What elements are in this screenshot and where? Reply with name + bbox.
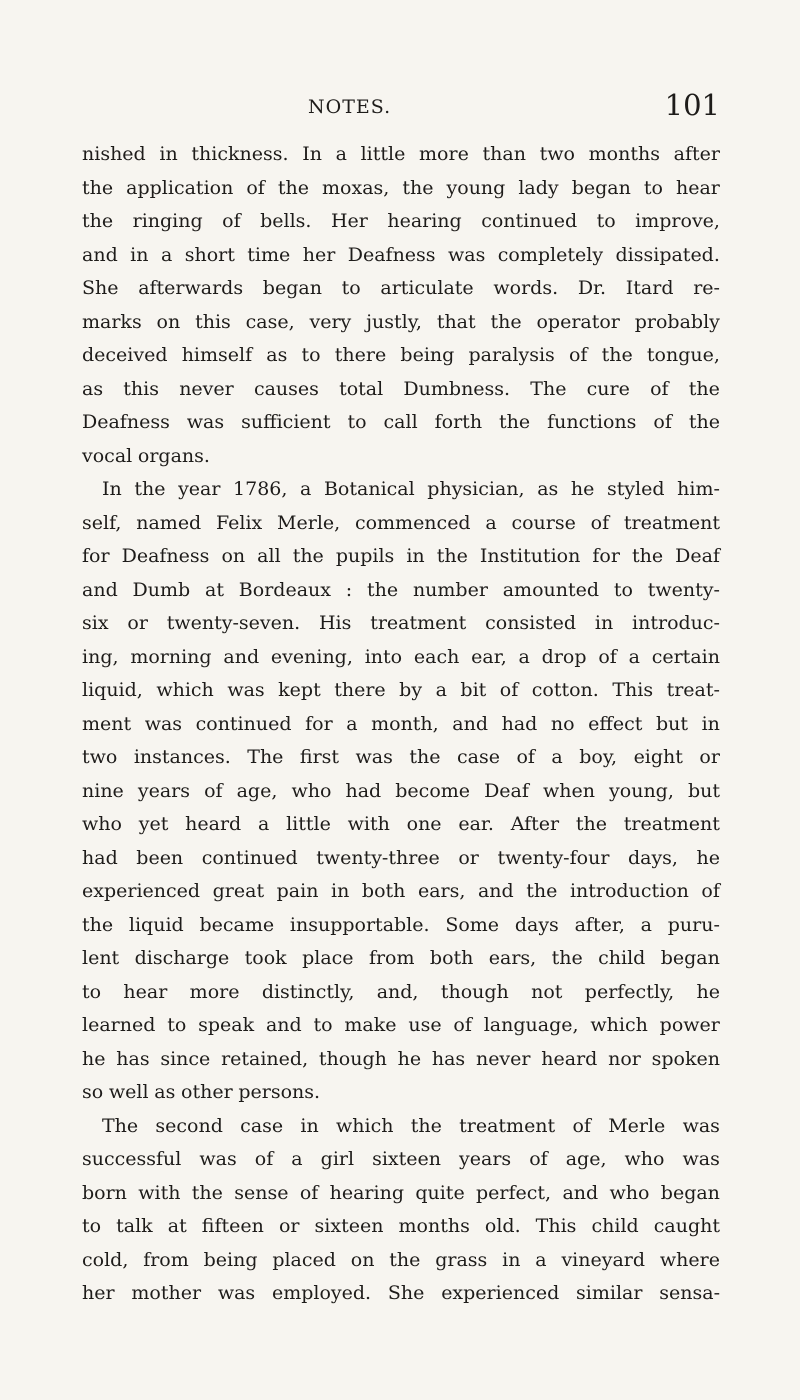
running-head: NOTES. xyxy=(308,96,392,118)
text-line: successful was of a girl sixteen years of age, who was xyxy=(82,1148,720,1170)
text-line: nine years of age, who had become Deaf when young, but xyxy=(82,779,720,802)
text-line: experienced great pain in both ears, and the introduction of xyxy=(82,880,720,902)
body-text xyxy=(82,138,720,1311)
text-line: for Deafness on all the pupils in the Institution for the Deaf xyxy=(82,545,720,567)
text-line: The second case in which the treatment of Merle was xyxy=(102,1114,720,1137)
page-header xyxy=(82,88,720,128)
text-line: born with the sense of hearing quite perfect, and who began xyxy=(82,1181,720,1204)
text-line: liquid, which was kept there by a bit of cotton. This treat- xyxy=(82,679,720,701)
text-line: the application of the moxas, the young lady began to hear xyxy=(82,176,720,199)
text-line: her mother was employed. She experienced similar sensa- xyxy=(82,1282,720,1304)
text-line: Deafness was sufficient to call forth the functions of the xyxy=(82,411,720,433)
text-line: six or twenty-seven. His treatment consisted in introduc- xyxy=(82,612,720,634)
text-line: cold, from being placed on the grass in a vineyard where xyxy=(82,1248,720,1271)
text-line: In the year 1786, a Botanical physician, as he styled him- xyxy=(102,478,720,500)
text-line: She afterwards began to articulate words. Dr. Itard re- xyxy=(82,277,720,299)
text-line: vocal organs. xyxy=(82,444,210,467)
text-line: he has since retained, though he has never heard nor spoken xyxy=(82,1047,720,1070)
text-line: lent discharge took place from both ears, the child began xyxy=(82,947,720,969)
text-line: the ringing of bells. Her hearing continued to improve, xyxy=(82,210,720,232)
text-line: who yet heard a little with one ear. After the treatment xyxy=(82,813,720,835)
text-line: as this never causes total Dumbness. The cure of the xyxy=(82,377,720,400)
page-number: 101 xyxy=(664,88,720,122)
text-line: marks on this case, very justly, that the operator probably xyxy=(82,310,720,333)
text-line: had been continued twenty-three or twenty-four days, he xyxy=(82,846,720,869)
text-line: ing, morning and evening, into each ear, a drop of a certain xyxy=(82,645,720,668)
text-line: two instances. The first was the case of a boy, eight or xyxy=(82,746,720,768)
text-line: and Dumb at Bordeaux : the number amounted to twenty- xyxy=(82,578,720,601)
text-line: nished in thickness. In a little more than two months after xyxy=(82,143,720,165)
text-line: self, named Felix Merle, commenced a course of treatment xyxy=(82,511,720,534)
text-line: to hear more distinctly, and, though not perfectly, he xyxy=(82,980,720,1003)
text-line: to talk at fifteen or sixteen months old. This child caught xyxy=(82,1215,720,1237)
text-line: the liquid became insupportable. Some days after, a puru- xyxy=(82,913,720,936)
text-line: and in a short time her Deafness was completely dissipated. xyxy=(82,243,720,266)
text-line: deceived himself as to there being paralysis of the tongue, xyxy=(82,344,720,366)
text-line: so well as other persons. xyxy=(82,1081,321,1103)
text-line: ment was continued for a month, and had no effect but in xyxy=(82,712,720,735)
text-line: learned to speak and to make use of language, which power xyxy=(82,1014,720,1036)
